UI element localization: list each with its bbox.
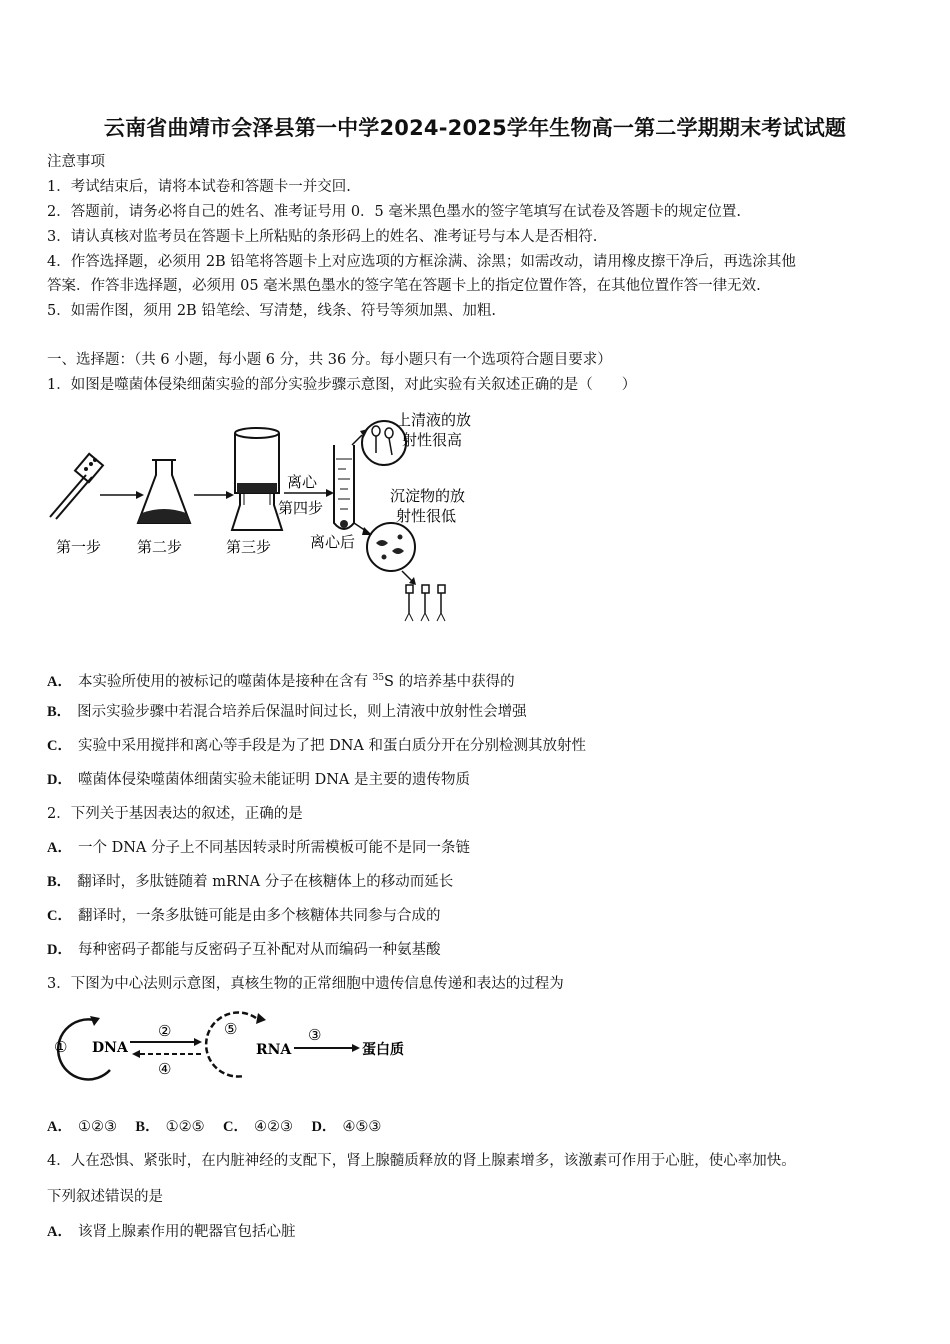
notice-item-2: 2．答题前，请务必将自己的姓名、准考证号用 0．5 毫米黑色墨水的签字笔填写在试卷及答题卡的规定位置. [47, 204, 741, 220]
q1-option-b: B． 图示实验步骤中若混合培养后保温时间过长，则上清液中放射性会增强 [47, 704, 527, 720]
label-supernatant-1: 上清液的放 [396, 411, 472, 429]
q3-options: A． ①②③ B． ①②⑤ C． ④②③ D． ④⑤③ [47, 1119, 382, 1135]
label-sediment-2: 射性很低 [396, 507, 457, 525]
q2-option-a: A． 一个 DNA 分子上不同基因转录时所需模板可能不是同一条链 [47, 840, 470, 856]
label-step2: 第二步 [137, 538, 183, 556]
progeny-phages-icon [405, 585, 445, 621]
section-heading: 一、选择题：（共 6 小题，每小题 6 分，共 36 分。每小题只有一个选项符合题目要求） [47, 352, 612, 368]
phage-tube-icon [50, 454, 103, 519]
flask-icon [138, 460, 190, 523]
label-step1: 第一步 [56, 538, 102, 556]
label-supernatant-2: 射性很高 [402, 431, 463, 449]
phage-experiment-figure [44, 405, 484, 630]
q2-stem: 2．下列关于基因表达的叙述，正确的是 [47, 806, 303, 822]
q2-option-c: C． 翻译时，一条多肽链可能是由多个核糖体共同参与合成的 [47, 908, 441, 924]
blender-icon [232, 428, 282, 530]
label-translation: ③ [308, 1026, 322, 1044]
label-centrifuge: 离心 [287, 473, 318, 491]
q1-stem: 1．如图是噬菌体侵染细菌实验的部分实验步骤示意图，对此实验有关叙述正确的是（ ） [47, 377, 637, 393]
notice-item-4: 4．作答选择题，必须用 2B 铅笔将答题卡上对应选项的方框涂满、涂黑；如需改动，请用橡皮擦干净后，再选涂其他 [47, 254, 796, 270]
q1-option-c: C． 实验中采用搅拌和离心等手段是为了把 DNA 和蛋白质分开在分别检测其放射性 [47, 738, 586, 754]
q4-stem-line2: 下列叙述错误的是 [47, 1189, 163, 1205]
q3-stem: 3．下图为中心法则示意图，真核生物的正常细胞中遗传信息传递和表达的过程为 [47, 976, 564, 992]
central-dogma-figure [44, 1008, 424, 1088]
label-replication: ① [54, 1038, 68, 1056]
notice-item-1: 1．考试结束后，请将本试卷和答题卡一并交回. [47, 179, 351, 195]
q4-option-a: A． 该肾上腺素作用的靶器官包括心脏 [47, 1224, 296, 1240]
label-rna: RNA [256, 1042, 292, 1058]
notice-item-5: 5．如需作图，须用 2B 铅笔绘、写清楚，线条、符号等须加黑、加粗. [47, 303, 496, 319]
page-title: 云南省曲靖市会泽县第一中学2024-2025学年生物高一第二学期期末考试试题 [103, 116, 847, 140]
q1-option-a: A． 本实验所使用的被标记的噬菌体是接种在含有 $^{35}$S 的培养基中获得的 [47, 673, 515, 690]
notice-item-4-cont: 答案．作答非选择题，必须用 05 毫米黑色墨水的签字笔在答题卡上的指定位置作答，在其他位置作答一律无效. [47, 278, 761, 294]
q1-option-d: D． 噬菌体侵染噬菌体细菌实验未能证明 DNA 是主要的遗传物质 [47, 772, 470, 788]
notice-heading: 注意事项 [47, 154, 105, 170]
q2-option-b: B． 翻译时，多肽链随着 mRNA 分子在核糖体上的移动而延长 [47, 874, 454, 890]
label-after-centrifuge: 离心后 [310, 533, 356, 551]
label-step3: 第三步 [226, 538, 272, 556]
label-sediment-1: 沉淀物的放 [390, 487, 466, 505]
sediment-circle [367, 523, 415, 571]
label-transcription: ② [158, 1022, 172, 1040]
label-step4: 第四步 [278, 499, 324, 517]
label-protein: 蛋白质 [362, 1042, 404, 1058]
notice-item-3: 3．请认真核对监考员在答题卡上所粘贴的条形码上的姓名、准考证号与本人是否相符. [47, 229, 598, 245]
test-tube-icon [334, 445, 354, 529]
label-rna-replication: ⑤ [224, 1020, 238, 1038]
q2-option-d: D． 每种密码子都能与反密码子互补配对从而编码一种氨基酸 [47, 942, 441, 958]
label-dna: DNA [92, 1040, 128, 1056]
label-reverse-transcription: ④ [158, 1060, 172, 1078]
q4-stem-line1: 4．人在恐惧、紧张时，在内脏神经的支配下，肾上腺髓质释放的肾上腺素增多，该激素可作用于心脏，使心率加快。 [47, 1153, 796, 1169]
